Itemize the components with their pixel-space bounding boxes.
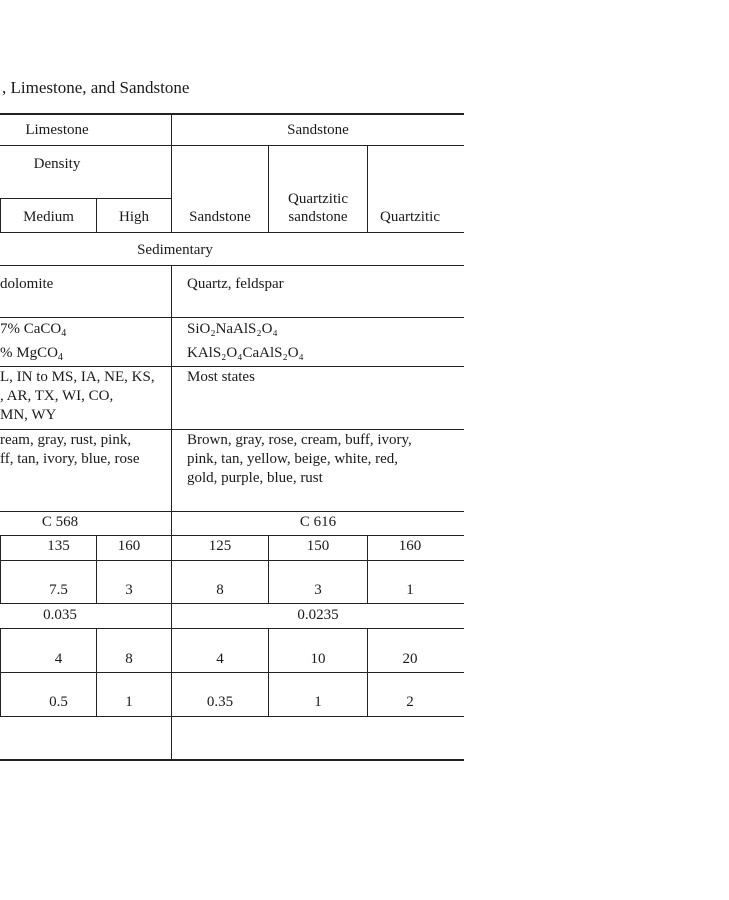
rule-strength-a bbox=[0, 672, 464, 673]
absorption-sandstone: 8 bbox=[216, 582, 224, 598]
location-limestone-line1: L, IN to MS, IA, NE, KS, bbox=[0, 369, 155, 385]
strength-b-sandstone: 0.35 bbox=[206, 694, 234, 710]
header-quartzitic-sandstone-line1: Quartzitic bbox=[288, 191, 348, 207]
rule-top bbox=[0, 113, 464, 115]
colors-sandstone-line2: pink, tan, yellow, beige, white, red, bbox=[187, 451, 399, 467]
strength-b-high: 1 bbox=[125, 694, 133, 710]
header-sandstone: Sandstone bbox=[287, 122, 349, 138]
absorption-high: 3 bbox=[125, 582, 133, 598]
rule-density-values bbox=[0, 560, 464, 561]
rule-absorption bbox=[0, 603, 464, 604]
rule-abrasion bbox=[0, 628, 464, 629]
astm-limestone: C 568 bbox=[41, 514, 79, 530]
header-limestone: Limestone bbox=[25, 122, 89, 138]
absorption-quartzitic-sandstone: 3 bbox=[314, 582, 322, 598]
location-limestone-line3: MN, WY bbox=[0, 407, 57, 423]
header-density: Density bbox=[33, 156, 81, 172]
strength-a-quartzitic: 20 bbox=[402, 651, 418, 667]
density-quartzitic-sandstone: 150 bbox=[306, 538, 330, 554]
abrasion-limestone: 0.035 bbox=[43, 607, 77, 623]
composition-limestone-line1: 7% CaCO$_4$ bbox=[0, 321, 67, 339]
header-high: High bbox=[119, 209, 149, 225]
abrasion-sandstone: 0.0235 bbox=[297, 607, 339, 623]
location-sandstone: Most states bbox=[187, 369, 255, 385]
minerals-sandstone: Quartz, feldspar bbox=[187, 276, 284, 292]
minerals-limestone: dolomite bbox=[0, 276, 54, 292]
colors-sandstone-line1: Brown, gray, rose, cream, buff, ivory, bbox=[187, 432, 412, 448]
header-quartzitic-sandstone-line2: sandstone bbox=[288, 209, 348, 225]
density-medium: 135 bbox=[47, 538, 70, 554]
colors-limestone-line1: ream, gray, rust, pink, bbox=[0, 432, 132, 448]
strength-a-sandstone: 4 bbox=[216, 651, 224, 667]
density-high: 160 bbox=[117, 538, 141, 554]
divider-low-medium bbox=[0, 628, 1, 716]
strength-b-quartzitic-sandstone: 1 bbox=[314, 694, 322, 710]
rule-header-1 bbox=[0, 145, 464, 146]
strength-a-high: 8 bbox=[125, 651, 133, 667]
absorption-quartzitic: 1 bbox=[406, 582, 414, 598]
rule-strength-b bbox=[0, 716, 464, 717]
rule-classification bbox=[0, 265, 464, 266]
density-quartzitic: 160 bbox=[398, 538, 422, 554]
rule-colors bbox=[0, 511, 464, 512]
strength-b-medium: 0.5 bbox=[49, 694, 68, 710]
rule-bottom bbox=[0, 759, 464, 761]
divider-low-medium bbox=[0, 535, 1, 604]
density-sandstone: 125 bbox=[208, 538, 232, 554]
rule-density bbox=[0, 198, 172, 199]
composition-sandstone-line2: KAlS₂O₄CaAlS₂O₄ bbox=[187, 345, 304, 361]
colors-limestone-line2: ff, tan, ivory, blue, rose bbox=[0, 451, 140, 467]
absorption-medium: 7.5 bbox=[49, 582, 68, 598]
rule-header-end bbox=[0, 232, 464, 233]
location-limestone-line2: , AR, TX, WI, CO, bbox=[0, 388, 114, 404]
rule-composition bbox=[0, 366, 464, 367]
astm-sandstone: C 616 bbox=[299, 514, 337, 530]
rule-astm bbox=[0, 535, 464, 536]
header-medium: Medium bbox=[23, 209, 74, 225]
divider-limestone-sandstone bbox=[171, 265, 172, 759]
composition-limestone-line2: % MgCO$_4$ bbox=[0, 345, 63, 363]
strength-a-medium: 4 bbox=[54, 651, 63, 667]
composition-sandstone-line1: SiO₂NaAlS₂O₄ bbox=[187, 321, 278, 337]
header-sandstone-type: Sandstone bbox=[189, 209, 251, 225]
header-quartzitic: Quartzitic bbox=[380, 209, 440, 225]
classification-value: Sedimentary bbox=[137, 242, 213, 258]
strength-a-quartzitic-sandstone: 10 bbox=[310, 651, 326, 667]
rule-location bbox=[0, 429, 464, 430]
table-title: , Limestone, and Sandstone bbox=[2, 78, 190, 97]
rule-minerals bbox=[0, 317, 464, 318]
colors-sandstone-line3: gold, purple, blue, rust bbox=[187, 470, 323, 486]
strength-b-quartzitic: 2 bbox=[406, 694, 414, 710]
